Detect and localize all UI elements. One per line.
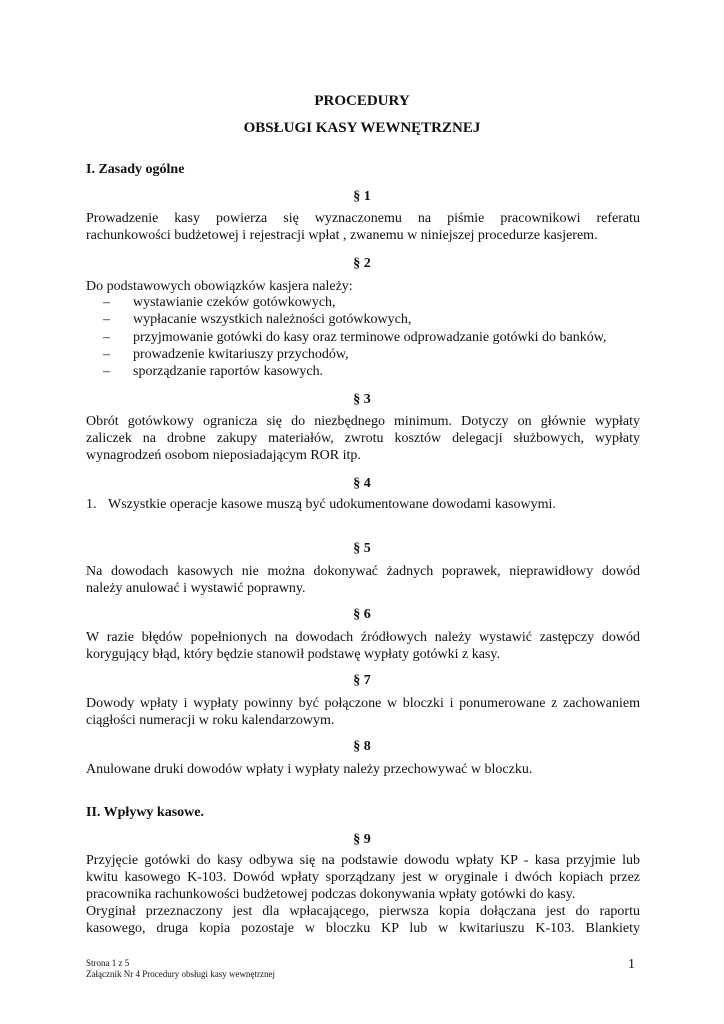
item-text: Wszystkie operacje kasowe muszą być udokumentowane dowodami kasowymi. (108, 497, 556, 512)
text-line: Obrót gotówkowy ogranicza się do niezbędnego minimum. Dotyczy on głównie wypłaty (86, 414, 640, 429)
duties-list-item (103, 295, 336, 311)
text-line: rachunkowości budżetowej i rejestracji wpłat , zwanemu w niniejszej procedurze kasjerem. (86, 228, 598, 243)
paragraph-6-text (86, 629, 640, 663)
text-line: należy anulować i wystawić poprawny. (86, 581, 306, 596)
text-line: zaliczek na drobne zakupy materiałów, zwrotu kosztów delegacji służbowych, wypłaty (86, 431, 640, 446)
paragraph-number-1: § 1 (353, 189, 371, 204)
dash-bullet-icon: – (103, 312, 110, 327)
paragraph-2-intro (86, 278, 640, 295)
text-line: Na dowodach kasowych nie można dokonywać żadnych poprawek, nieprawidłowy dowód (86, 564, 640, 579)
paragraph-3-text (86, 413, 640, 464)
text-line: korygujący błąd, który będzie stanowił podstawę wypłaty gotówki z kasy. (86, 647, 500, 662)
text-line: wynagrodzeń osobom nieposiadającym ROR itp. (86, 448, 361, 463)
text-line: W razie błędów popełnionych na dowodach źródłowych należy wystawić zastępczy dowód (86, 630, 640, 645)
duties-list-item (103, 330, 606, 346)
dash-bullet-icon: – (103, 330, 110, 345)
list-item-text: wystawianie czeków gotówkowych, (133, 295, 336, 310)
text-line: Przyjęcie gotówki do kasy odbywa się na podstawie dowodu wpłaty KP - kasa przyjmie lub (86, 853, 640, 868)
text-line: ciągłości numeracji w roku kalendarzowym. (86, 713, 335, 728)
footer-page-count: Strona 1 z 5 (86, 958, 130, 968)
paragraph-number-5: § 5 (353, 541, 371, 556)
text-line: pracownika rachunkowości budżetowej podczas dokonywania wpłaty gotówki do kasy. (86, 887, 576, 902)
dash-bullet-icon: – (103, 347, 110, 362)
text-line: Prowadzenie kasy powierza się wyznaczonemu na piśmie pracownikowi referatu (86, 211, 640, 226)
document-title-line1: PROCEDURY (314, 93, 410, 109)
footer-attachment-note: Załącznik Nr 4 Procedury obsługi kasy wewnętrznej (86, 969, 275, 979)
item-number: 1. (86, 497, 97, 512)
paragraph-number-8: § 8 (353, 739, 371, 754)
list-item-text: przyjmowanie gotówki do kasy oraz terminowe odprowadzanie gotówki do banków, (133, 330, 607, 345)
text-line: Dowody wpłaty i wypłaty powinny być połączone w bloczki i ponumerowane z zachowaniem (86, 696, 640, 711)
text-line: Oryginał przeznaczony jest dla wpłacającego, pierwsza kopia dołączana jest do raportu (86, 904, 640, 919)
paragraph-number-7: § 7 (353, 673, 371, 688)
paragraph-5-text (86, 563, 640, 597)
text-line: kasowego, druga kopia pozostaje w bloczku KP lub w kwitariuszu K-103. Blankiety (86, 921, 640, 936)
paragraph-number-6: § 6 (353, 607, 371, 622)
duties-list-item (103, 364, 323, 380)
list-item-text: wypłacanie wszystkich należności gotówkowych, (133, 312, 412, 327)
document-title-line2: OBSŁUGI KASY WEWNĘTRZNEJ (243, 120, 481, 136)
paragraph-number-3: § 3 (353, 392, 371, 407)
text-line: Anulowane druki dowodów wpłaty i wypłaty należy przechowywać w bloczku. (86, 762, 533, 777)
page-number: 1 (628, 957, 635, 972)
dash-bullet-icon: – (103, 295, 110, 310)
section-heading-cash-inflows: II. Wpływy kasowe. (86, 805, 204, 820)
paragraph-number-4: § 4 (353, 476, 371, 491)
paragraph-7-text (86, 695, 640, 729)
paragraph-number-2: § 2 (353, 256, 371, 271)
text-line: Do podstawowych obowiązków kasjera należy: (86, 279, 353, 294)
paragraph-4-item (86, 497, 556, 513)
paragraph-1-text (86, 210, 640, 244)
list-item-text: sporządzanie raportów kasowych. (133, 364, 324, 379)
text-line: kwitu kasowego K-103. Dowód wpłaty sporządzany jest w oryginale i dwóch kopiach przez (86, 870, 640, 885)
section-heading-general: I. Zasady ogólne (86, 162, 185, 177)
dash-bullet-icon: – (103, 364, 110, 379)
paragraph-number-9: § 9 (353, 832, 371, 847)
duties-list-item (103, 312, 411, 328)
duties-list-item (103, 347, 349, 363)
paragraph-8-text (86, 761, 640, 778)
list-item-text: prowadzenie kwitariuszy przychodów, (133, 347, 349, 362)
paragraph-9-text (86, 852, 640, 937)
